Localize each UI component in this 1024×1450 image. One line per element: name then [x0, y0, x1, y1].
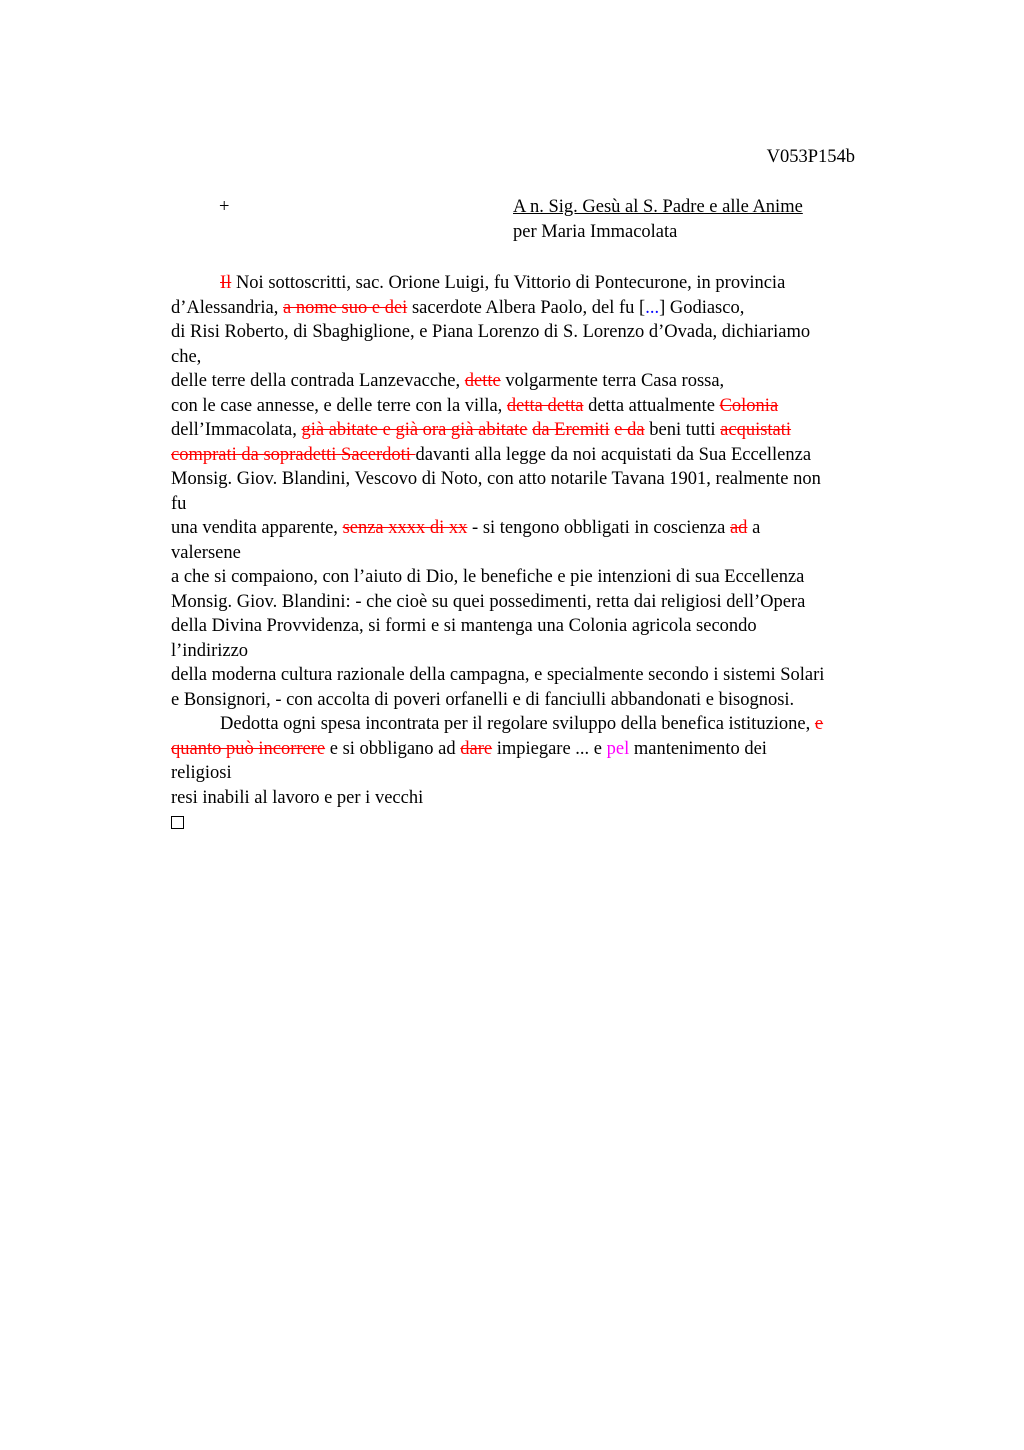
deleted-text: da Eremiti — [532, 420, 610, 440]
text-segment: che, — [171, 346, 202, 367]
text-segment: volgarmente terra Casa rossa, — [500, 371, 725, 391]
text-line — [171, 467, 911, 492]
text-segment: sacerdote Albera Paolo, del fu [ — [407, 297, 646, 318]
text-line — [171, 418, 911, 443]
text-line — [171, 639, 911, 664]
inserted-text: pel — [606, 738, 630, 759]
text-segment: a che si compaiono, con l’aiuto di Dio, le benefiche e pie intenzioni di sua Eccellenza — [171, 567, 805, 587]
text-segment: con le case annesse, e delle terre con la villa, — [171, 395, 507, 416]
deleted-text: acquistati — [720, 420, 792, 440]
text-line — [171, 296, 911, 321]
text-segment: mantenimento dei — [629, 738, 767, 759]
deleted-text: senza xxxx di xx — [342, 518, 468, 538]
text-segment: davanti alla legge da noi acquistati da Sua Eccellenza — [415, 444, 812, 465]
gap-marker: ... — [645, 297, 660, 318]
deleted-text: ad — [729, 518, 748, 538]
deleted-text: comprati da sopradetti Sacerdoti — [171, 444, 416, 465]
text-segment: valersene — [171, 542, 241, 563]
text-segment: Dedotta ogni spesa incontrata per il regolare sviluppo della benefica istituzione, — [220, 714, 815, 734]
text-segment: della Divina Provvidenza, si formi e si mantenga una Colonia agricola secondo — [171, 616, 757, 636]
text-segment: Monsig. Giov. Blandini, Vescovo di Noto, con atto notarile Tavana 1901, realmente non — [171, 469, 821, 489]
cross-symbol: + — [219, 197, 230, 217]
text-segment: - si tengono obbligati in coscienza — [467, 518, 730, 538]
text-line — [171, 369, 911, 394]
text-line — [171, 565, 911, 590]
body-text — [171, 271, 911, 834]
text-line — [171, 394, 911, 419]
end-marker-line — [171, 810, 911, 834]
deleted-text: e — [814, 714, 824, 734]
deleted-text: Colonia — [719, 395, 779, 416]
text-segment: Monsig. Giov. Blandini: - che cioè su quei possedimenti, retta dai religiosi dell’Opera — [171, 591, 806, 612]
text-line — [171, 541, 911, 566]
text-line — [171, 492, 911, 517]
text-segment: e Bonsignori, - con accolta di poveri orfanelli e di fanciulli abbandonati e bisognosi. — [171, 689, 795, 710]
text-line — [171, 590, 911, 615]
deleted-text: e da — [614, 420, 645, 440]
text-segment: di Risi Roberto, di Sbaghiglione, e Piana Lorenzo di S. Lorenzo d’Ovada, dichiariamo — [171, 322, 811, 342]
text-segment: dell’Immacolata, — [171, 420, 302, 440]
text-segment: fu — [171, 493, 187, 514]
deleted-text: dare — [460, 738, 493, 759]
deleted-text: a nome suo e dei — [283, 297, 408, 318]
text-line — [171, 663, 911, 688]
text-segment: e si obbligano ad — [325, 738, 461, 759]
text-line — [171, 271, 911, 296]
text-segment: ] Godiasco, — [659, 297, 745, 318]
deleted-text: quanto può incorrere — [171, 738, 326, 759]
text-segment: una vendita apparente, — [171, 518, 343, 538]
document-id: V053P154b — [766, 147, 855, 167]
text-line — [171, 712, 911, 737]
deleted-text: già abitate e già ora già abitate — [301, 420, 528, 440]
text-line — [171, 320, 911, 345]
text-segment: beni tutti — [644, 420, 721, 440]
text-line — [171, 516, 911, 541]
text-segment: resi inabili al lavoro e per i vecchi — [171, 787, 424, 808]
deleted-text: Il — [220, 273, 232, 293]
text-line — [171, 614, 911, 639]
text-segment: d’Alessandria, — [171, 297, 283, 318]
text-line — [171, 786, 911, 811]
text-line — [171, 443, 911, 468]
text-segment: detta attualmente — [583, 395, 720, 416]
text-segment: religiosi — [171, 763, 232, 783]
text-segment: impiegare ... e — [492, 738, 607, 759]
empty-box-icon — [171, 816, 184, 829]
text-line — [171, 737, 911, 762]
dedication-line-2: per Maria Immacolata — [513, 222, 678, 242]
text-line — [171, 345, 911, 370]
dedication-line-1: A n. Sig. Gesù al S. Padre e alle Anime — [513, 197, 803, 217]
text-segment: della moderna cultura razionale della campagna, e specialmente secondo i sistemi Solari — [171, 665, 825, 685]
text-line — [171, 761, 911, 786]
deleted-text: detta detta — [506, 395, 584, 416]
text-segment: l’indirizzo — [171, 640, 249, 661]
text-segment: a — [747, 518, 761, 538]
deleted-text: dette — [464, 371, 501, 391]
text-segment: Noi sottoscritti, sac. Orione Luigi, fu Vittorio di Pontecurone, in provincia — [231, 273, 786, 293]
text-line — [171, 688, 911, 713]
text-segment: delle terre della contrada Lanzevacche, — [171, 371, 465, 391]
